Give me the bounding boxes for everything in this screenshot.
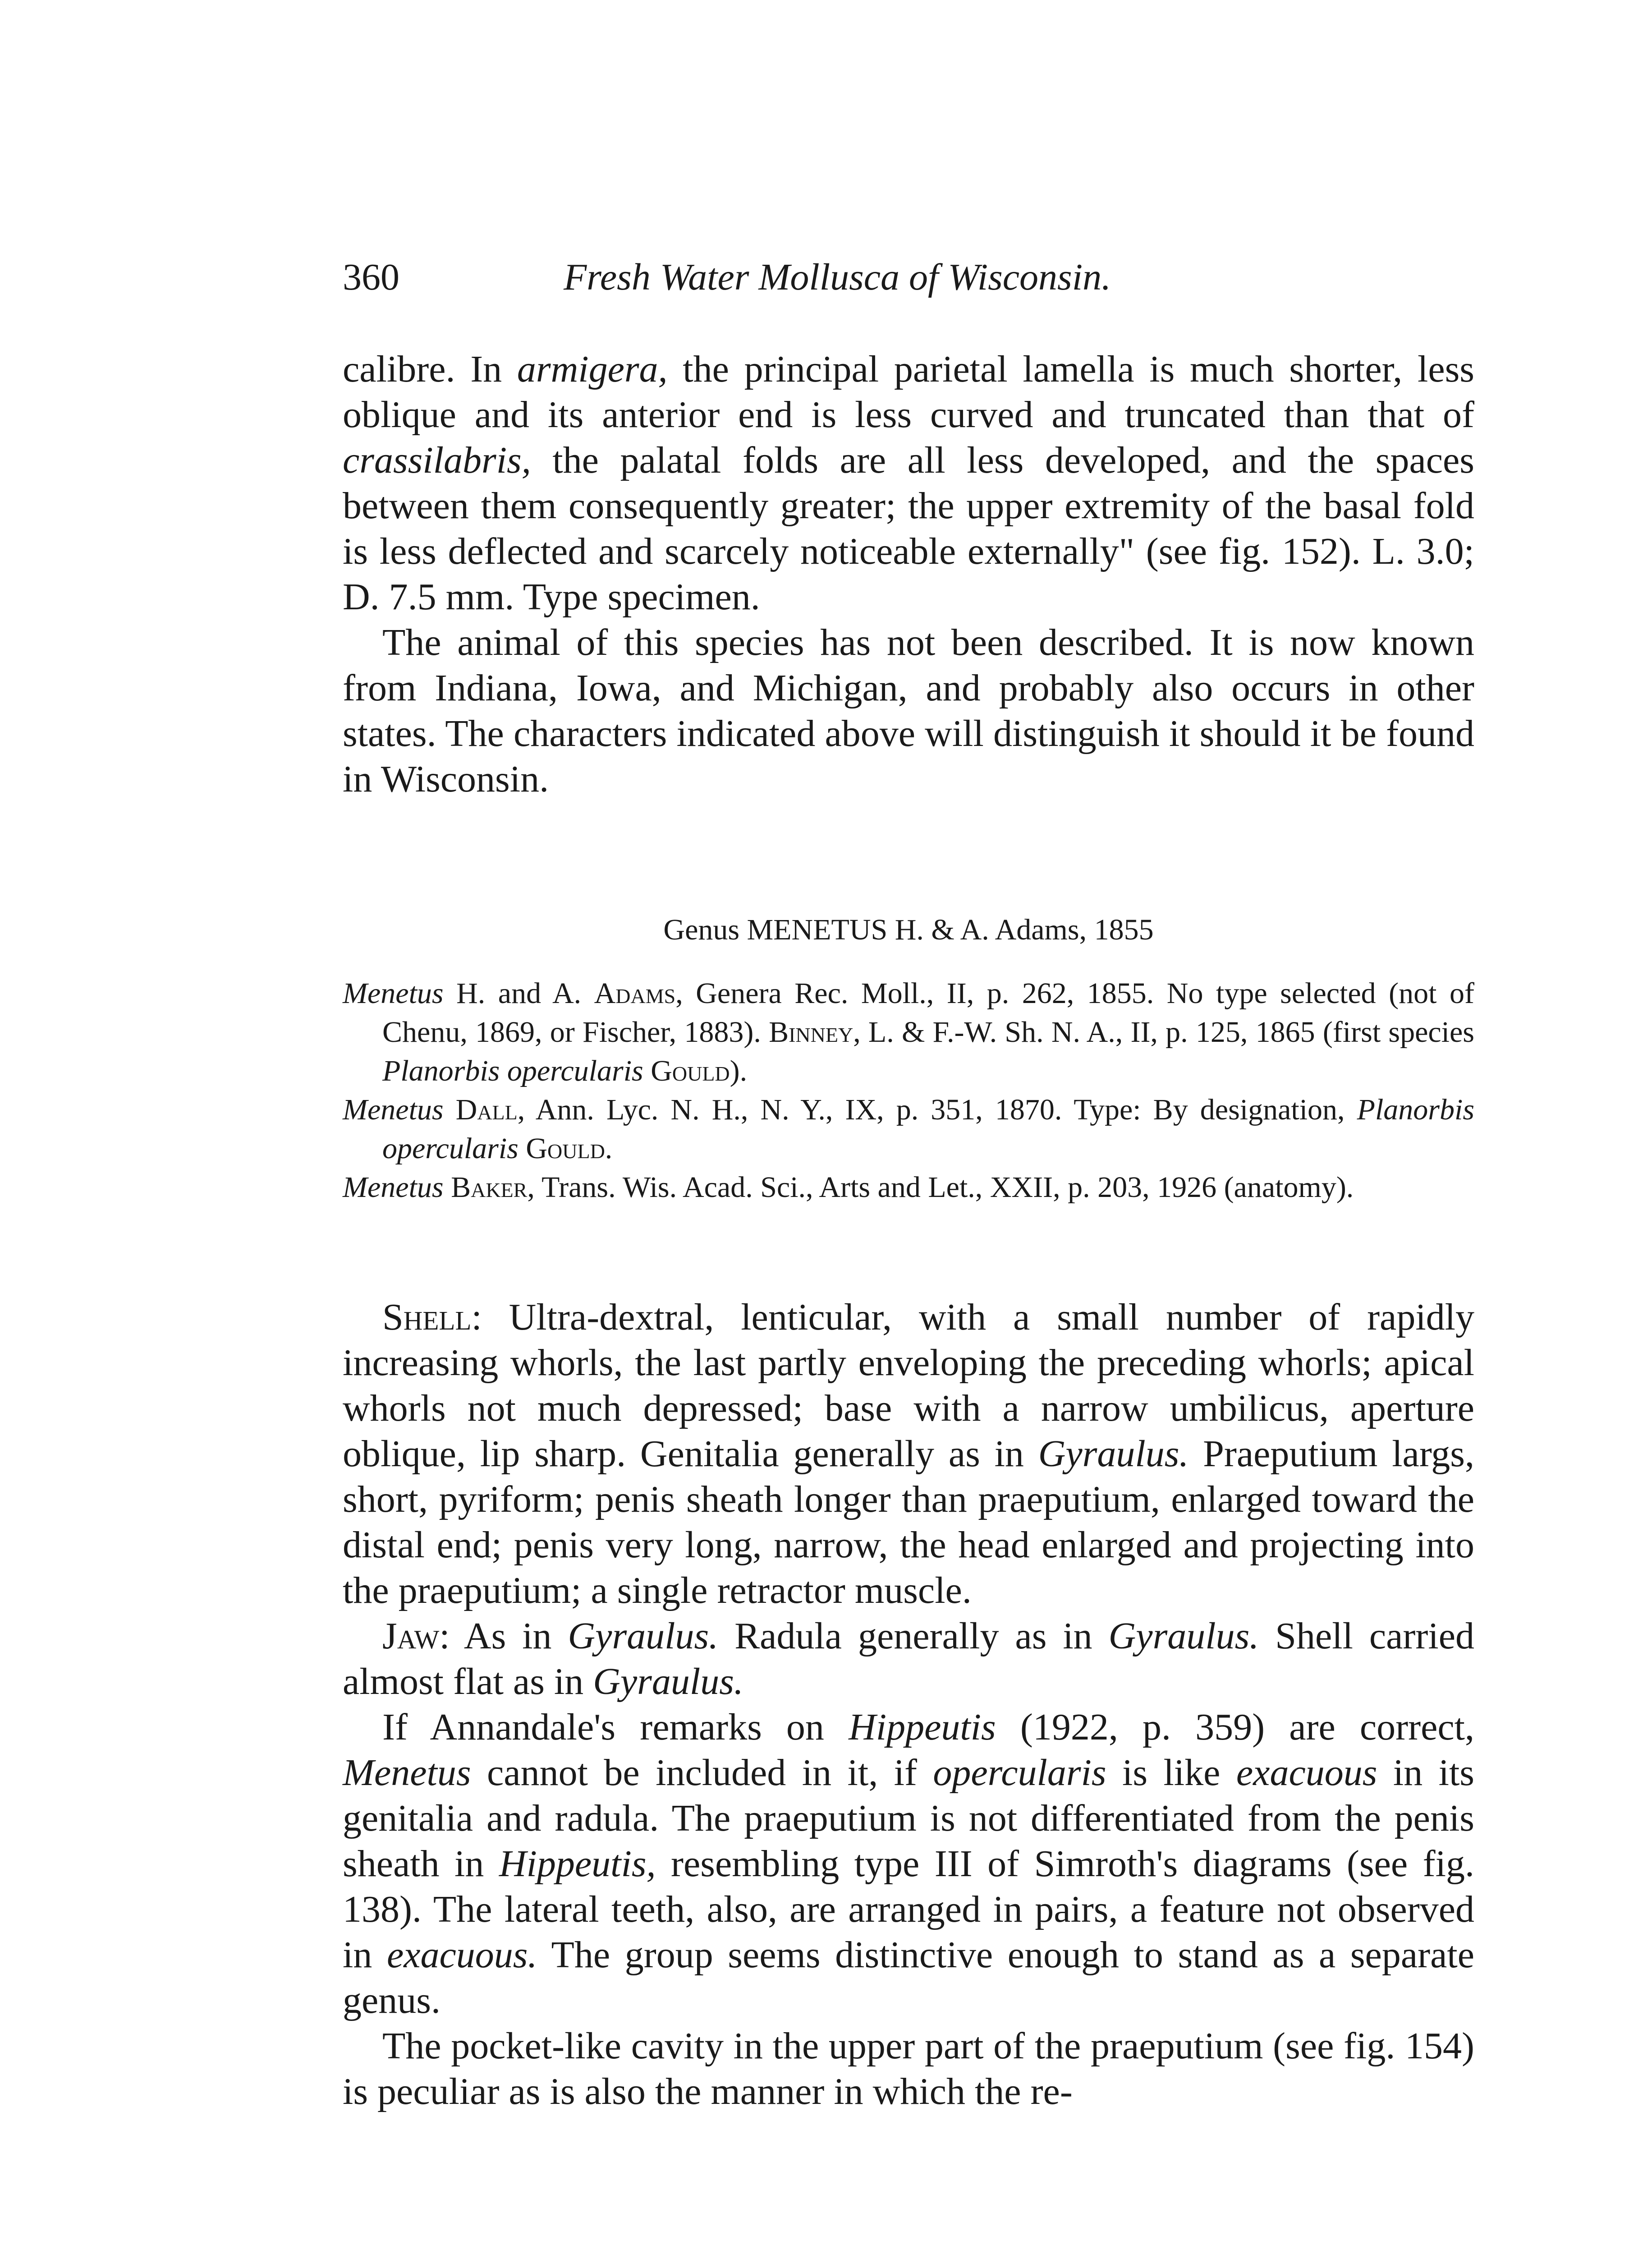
reference-entry: Menetus Baker, Trans. Wis. Acad. Sci., Arts and Let., XXII, p. 203, 1926 (anatomy). bbox=[343, 1171, 1354, 1204]
paragraph: If Annandale's remarks on Hippeutis (1922, p. 359) are correct, Menetus cannot be included in it, if opercularis is like exacuous in its genitalia and radula. The praeputium is not differentiated from the penis sheath in Hippeutis, resembling type III of Simroth's diagrams (see fig. 138). The lateral teeth, also, are arranged in pairs, a feature not observed in exacuous. The group seems distinctive enough to stand as a separate genus. bbox=[343, 1706, 1474, 2021]
paragraph: calibre. In armigera, the principal parietal lamella is much shorter, less oblique and its anterior end is less curved and truncated than that of crassilabris, the palatal folds are all less developed, and the spaces between them consequently greater; the upper extremity of the basal fold is less deflected and scarcely noticeable externally" (see fig. 152). L. 3.0; D. 7.5 mm. Type specimen. bbox=[343, 348, 1474, 618]
jaw-label: Jaw: bbox=[382, 1615, 450, 1657]
paragraph: The pocket-like cavity in the upper part of the praeputium (see fig. 154) is peculiar as is also the manner in which the re- bbox=[343, 2025, 1474, 2112]
shell-label: Shell: bbox=[382, 1296, 482, 1338]
running-header bbox=[343, 255, 1111, 300]
running-title: Fresh Water Mollusca of Wisconsin. bbox=[564, 256, 1111, 298]
reference-entry: Menetus H. and A. Adams, Genera Rec. Moll., II, p. 262, 1855. No type selected (not of Chenu, 1869, or Fischer, 1883). Binney, L. & F.-W. Sh. N. A., II, p. 125, 1865 (first species Planorbis opercularis Gould). bbox=[343, 977, 1474, 1087]
paragraph: The animal of this species has not been described. It is now known from Indiana, Iowa, and Michigan, and probably also occurs in other states. The characters indicated above will distinguish it should it be found in Wisconsin. bbox=[343, 621, 1474, 800]
page-number: 360 bbox=[343, 256, 399, 298]
species-description-continued bbox=[343, 346, 1474, 802]
genus-description bbox=[343, 1294, 1474, 2114]
genus-heading: Genus MENETUS H. & A. Adams, 1855 bbox=[663, 913, 1154, 946]
jaw-paragraph: Jaw: As in Gyraulus. Radula generally as in Gyraulus. Shell carried almost flat as in Gyraulus. bbox=[343, 1615, 1474, 1703]
synonymy-references bbox=[343, 974, 1474, 1207]
shell-paragraph: Shell: Ultra-dextral, lenticular, with a small number of rapidly increasing whorls, the last partly enveloping the preceding whorls; apical whorls not much depressed; base with a narrow umbilicus, aperture oblique, lip sharp. Genitalia generally as in Gyraulus. Praeputium largs, short, pyriform; penis sheath longer than praeputium, enlarged toward the distal end; penis very long, narrow, the head enlarged and projecting into the praeputium; a single retractor muscle. bbox=[343, 1296, 1474, 1611]
reference-entry: Menetus Dall, Ann. Lyc. N. H., N. Y., IX, p. 351, 1870. Type: By designation, Planorbis opercularis Gould. bbox=[343, 1093, 1474, 1165]
